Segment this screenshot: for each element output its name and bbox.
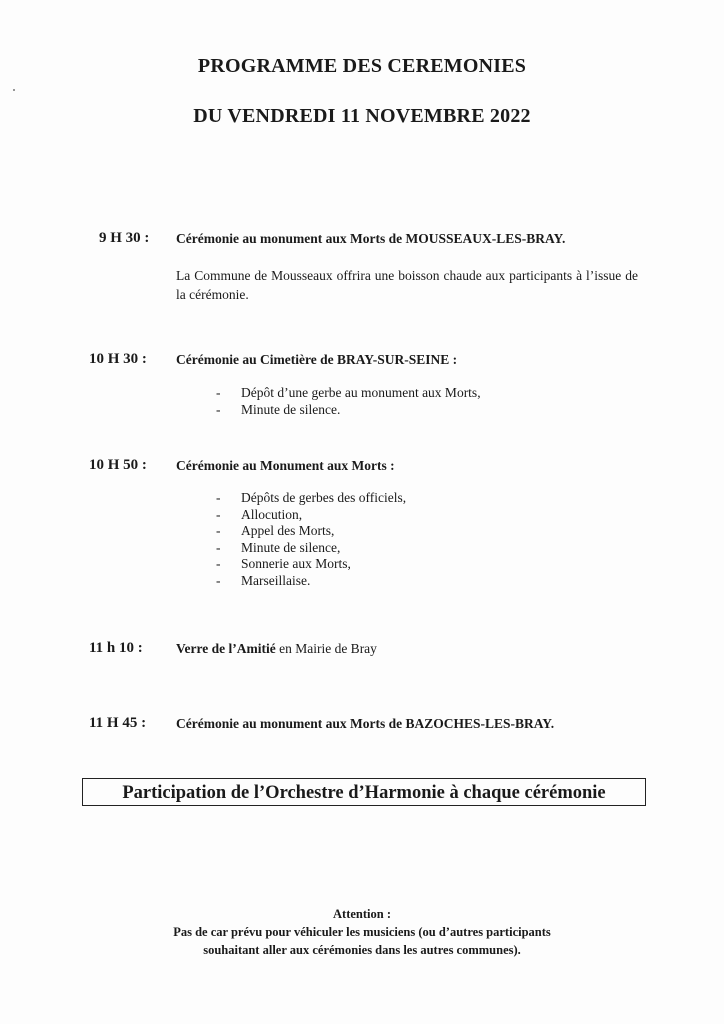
bullet-dash: - (216, 539, 221, 555)
event-time: 10 H 30 : (89, 351, 147, 367)
event-time: 9 H 30 : (99, 230, 150, 246)
list-item (216, 523, 406, 540)
list-item (216, 540, 406, 557)
bullet-dash: - (216, 523, 221, 538)
list-item-text: Minute de silence, (241, 539, 341, 555)
list-item (216, 402, 481, 419)
event-items-list (216, 490, 406, 589)
event-heading-bold: Cérémonie au monument aux Morts de BAZOCHES-LES-BRAY. (176, 716, 555, 731)
event-heading-bold: Cérémonie au Monument aux Morts : (176, 458, 395, 473)
event-time: 11 h 10 : (89, 640, 143, 656)
event-heading-bold: Cérémonie au Cimetière de BRAY-SUR-SEINE : (176, 352, 458, 367)
bullet-dash: - (216, 401, 221, 417)
event-heading (176, 716, 554, 732)
event-heading-bold: Verre de l’Amitié (176, 641, 276, 656)
event-heading (176, 352, 457, 368)
event-heading-rest: en Mairie de Bray (275, 641, 377, 656)
attention-text-line: souhaitant aller aux cérémonies dans les autres communes). (203, 943, 521, 957)
scan-speck (13, 89, 15, 91)
attention-text-line: Pas de car prévu pour véhiculer les musiciens (ou d’autres participants (173, 925, 551, 939)
list-item (216, 556, 406, 573)
bullet-dash: - (216, 572, 221, 588)
event-heading (176, 458, 395, 474)
list-item (216, 490, 406, 507)
list-item (216, 507, 406, 524)
event-heading (176, 231, 565, 247)
orchestra-participation-box: Participation de l’Orchestre d’Harmonie à chaque cérémonie (82, 778, 646, 806)
list-item-text: Minute de silence. (241, 401, 341, 417)
event-heading-bold: Cérémonie au monument aux Morts de MOUSSEAUX-LES-BRAY. (176, 231, 566, 246)
list-item-text: Dépôt d’une gerbe au monument aux Morts, (241, 385, 481, 400)
bullet-dash: - (216, 490, 221, 505)
list-item-text: Sonnerie aux Morts, (241, 556, 351, 571)
list-item-text: Marseillaise. (241, 572, 311, 588)
list-item (216, 573, 406, 590)
event-time: 11 H 45 : (89, 715, 147, 731)
list-item-text: Allocution, (241, 506, 303, 522)
page-subtitle-date: DU VENDREDI 11 NOVEMBRE 2022 (193, 105, 531, 127)
list-item-text: Dépôts de gerbes des officiels, (241, 490, 407, 505)
bullet-dash: - (216, 506, 221, 522)
bullet-dash: - (216, 385, 221, 400)
list-item-text: Appel des Morts, (241, 523, 335, 538)
list-item (216, 385, 481, 402)
event-note: La Commune de Mousseaux offrira une boisson chaude aux participants à l’issue de la cérémonie. (176, 268, 638, 302)
bullet-dash: - (216, 556, 221, 571)
event-items-list (216, 385, 481, 418)
attention-label: Attention : (333, 907, 391, 921)
event-time: 10 H 50 : (89, 457, 147, 473)
page-title: PROGRAMME DES CEREMONIES (197, 55, 527, 77)
event-heading (176, 641, 377, 657)
